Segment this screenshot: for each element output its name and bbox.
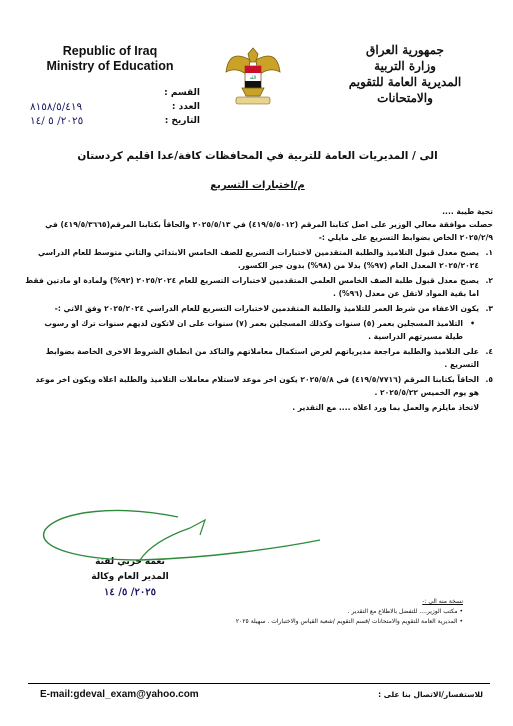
date-label: التاريخ :	[164, 116, 200, 126]
header-english	[40, 44, 180, 74]
list-item	[25, 274, 493, 300]
item-text: يصبح معدل قبول التلاميذ والطلبة المتقدمين لاختبارات التسريع للصف الخامس الابتدائي والثاني متوسط للعام الدراسي ٢٠٢٥/٢٠٢٤ المعدل العام (٩٧%) بدلا من (٩٨%) بدون جبر الكسور.	[37, 248, 479, 270]
greeting: تحية طيبة ....	[442, 207, 493, 216]
signature-date: ٢٠٢٥/ ٥/ ١٤	[104, 587, 156, 598]
item-text: يصبح معدل قبول طلبة الصف الخامس العلمي المتقدمين لاختبارات التسريع للعام ٢٠٢٥/٢٠٢٤ (٩٢%) ولمادة او مادتين فقط اما بقية المواد لاتقل عن معدل (٩٦%) .	[25, 276, 479, 298]
signature-block	[70, 555, 190, 600]
signatory-title: المدير العام وكالة	[91, 572, 169, 582]
directorate-name-arabic: المديرية العامة للتقويم والامتحانات	[348, 75, 462, 105]
bullet-icon: •	[470, 319, 475, 328]
number-label: العدد :	[171, 102, 200, 112]
sub-bullet	[25, 317, 493, 343]
ministry-name: Ministry of Education	[46, 59, 174, 73]
ministry-name-arabic: وزارة التربية	[374, 59, 436, 73]
copy-line: • المديرية العامة للتقويم والامتحانات /قسم التقويم /شعبة القياس والاختبارات . سهيلة ٢٠٢٥	[235, 618, 463, 625]
letter-date: ٢٠٢٥/ ٥ /١٤	[30, 115, 84, 127]
country-name: Republic of Iraq	[62, 44, 158, 58]
item-text: يكون الاعفاء من شرط العمر للتلاميذ والطلبة المتقدمين لاختبارات التسريع للعام الدراسي ٢٠٢٥/٢٠٢٤ وفق الاتي :-	[54, 304, 479, 313]
item-number: ٢.	[485, 276, 493, 285]
closing-line: لاتخاذ مايلزم والعمل بما ورد اعلاه .... مع التقدير .	[292, 403, 479, 412]
item-number: ١.	[485, 248, 493, 257]
list-item	[25, 373, 493, 399]
header-arabic	[330, 42, 480, 106]
subject-line: م/اختبارات التسريع	[210, 180, 305, 191]
copy-line: • مكتب الوزير.... للتفضل بالاطلاع مع التقدير .	[347, 608, 463, 615]
list-item	[25, 302, 493, 315]
footer-contact: للاستفسار/الاتصال بنا على :	[378, 690, 483, 699]
list-item	[25, 246, 493, 272]
iraq-eagle-emblem-icon	[224, 42, 282, 108]
signatory-name: نعمة حربي لفتة	[95, 557, 165, 567]
sub-bullet-text: التلاميذ المسجلين بعمر (٥) سنوات وكذلك المسجلين بعمر (٧) سنوات على ان لاتكون لديهم سنوات ترك او رسوب طيلة مسيرتهم الدراسية .	[44, 319, 463, 341]
item-text: الحاقاً بكتابنا المرقم (٤١٩/٥/٧٧١٦) في ٢٠٢٥/٥/٨ يكون اخر موعد لاستلام معاملات التلاميذ والطلبة اعلاه ويكون اخر موعد هو يوم الخميس ٢٠٢٥/٥/٢٢ .	[35, 375, 479, 397]
item-number: ٥.	[485, 375, 493, 384]
country-name-arabic: جمهورية العراق	[366, 43, 444, 57]
footer-email: E-mail:gdeval_exam@yahoo.com	[40, 689, 199, 700]
section-label: القسم :	[164, 88, 200, 98]
copies-title: نسخة منه الى :-	[422, 598, 463, 605]
svg-text:الله: الله	[249, 76, 257, 81]
item-text: على التلاميذ والطلبة مراجعة مديرياتهم لغرض استكمال معاملاتهم والتاكد من انطباق الشروط الاخرى الخاصة بضوابط التسريع .	[45, 347, 479, 369]
recipient-line: الى / المديريات العامة للتربية في المحافظات كافة/عدا اقليم كردستان	[77, 150, 438, 162]
reference-number: ٨١٥٨/٥/٤١٩	[30, 101, 83, 113]
item-number: ٤.	[485, 347, 493, 356]
list-item	[25, 345, 493, 371]
item-number: ٣.	[485, 304, 493, 313]
intro-paragraph: حصلت موافقة معالي الوزير على اصل كتابنا المرقم (٤١٩/٥/٥٠١٢) في ٢٠٢٥/٥/١٣ والحاقاً بكتابنا المرقم(٤١٩/٥/٣٦٦٥) في ٢٠٢٥/٢/٩ الخاص بضوابط التسريع على مايلي :-	[45, 220, 493, 242]
footer-divider	[28, 683, 490, 684]
copies-block	[95, 597, 463, 627]
letter-body	[25, 205, 493, 414]
reference-block	[30, 86, 200, 128]
